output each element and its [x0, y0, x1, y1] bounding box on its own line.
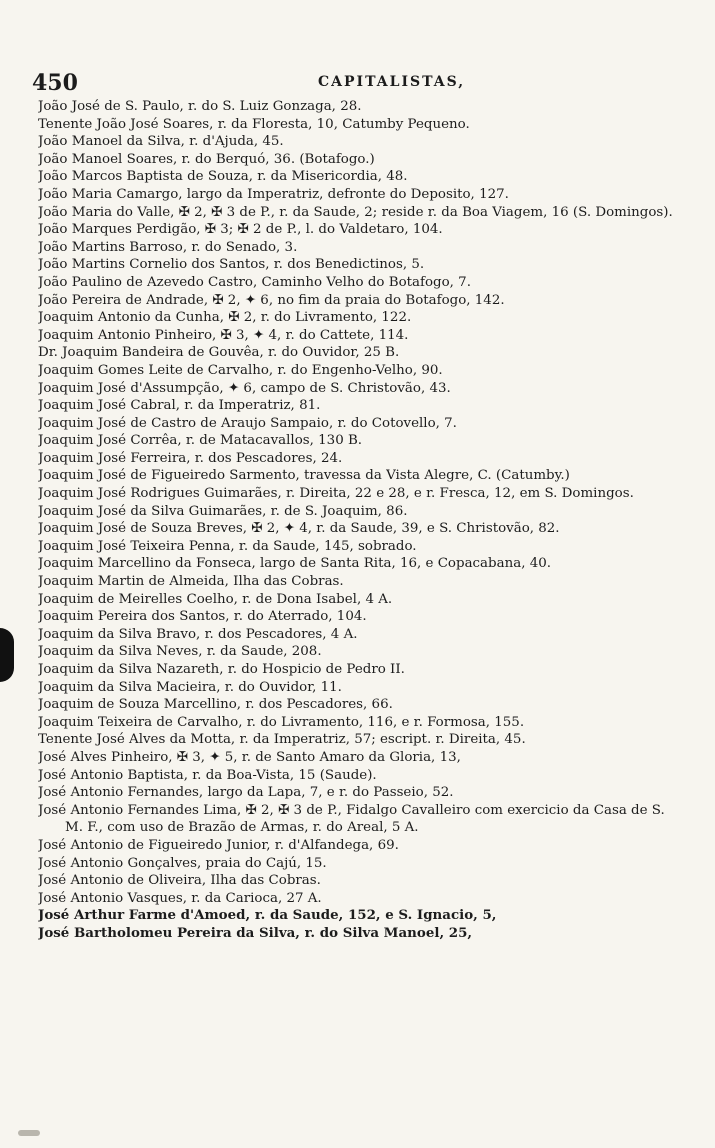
- entry: João Marques Perdigão, ✠ 3; ✠ 2 de P., l. do Valdetaro, 104.: [38, 222, 443, 238]
- entry: José Antonio de Oliveira, Ilha das Cobras.: [38, 873, 321, 889]
- entry: Joaquim Teixeira de Carvalho, r. do Livramento, 116, e r. Formosa, 155.: [38, 714, 525, 730]
- entry: Dr. Joaquim Bandeira de Gouvêa, r. do Ouvidor, 25 B.: [38, 345, 400, 361]
- entry: João Martins Barroso, r. do Senado, 3.: [38, 239, 298, 255]
- entry: João Pereira de Andrade, ✠ 2, ✦ 6, no fim da praia do Botafogo, 142.: [38, 292, 505, 308]
- entry: Joaquim Martin de Almeida, Ilha das Cobras.: [38, 574, 344, 590]
- entry: João Marcos Baptista de Souza, r. da Misericordia, 48.: [38, 169, 408, 185]
- entry: Joaquim José de Souza Breves, ✠ 2, ✦ 4, r. da Saude, 39, e S. Christovão, 82.: [38, 521, 560, 537]
- entry: José Antonio Baptista, r. da Boa-Vista, 15 (Saude).: [38, 767, 377, 783]
- entry: Joaquim Antonio Pinheiro, ✠ 3, ✦ 4, r. do Cattete, 114.: [38, 327, 409, 343]
- entry: Joaquim José Ferreira, r. dos Pescadores, 24.: [38, 450, 343, 466]
- page-header: [32, 70, 672, 96]
- entry: Joaquim da Silva Nazareth, r. do Hospicio de Pedro II.: [38, 662, 405, 677]
- entry: Joaquim José Teixeira Penna, r. da Saude, 145, sobrado.: [38, 538, 417, 554]
- entry: Joaquim da Silva Bravo, r. dos Pescadores, 4 A.: [38, 626, 358, 642]
- paper-stain: [18, 1130, 40, 1136]
- entry: José Arthur Farme d'Amoed, r. da Saude, 152, e S. Ignacio, 5,: [38, 907, 497, 924]
- entry: José Antonio Gonçalves, praia do Cajú, 15.: [38, 855, 327, 871]
- entry: João Manoel Soares, r. do Berquó, 36. (Botafogo.): [38, 151, 375, 167]
- entry: José Antonio Fernandes, largo da Lapa, 7, e r. do Passeio, 52.: [38, 785, 454, 801]
- entry: José Antonio de Figueiredo Junior, r. d'Alfandega, 69.: [38, 837, 399, 853]
- entry: Joaquim José da Silva Guimarães, r. de S. Joaquim, 86.: [38, 503, 408, 519]
- entry: José Bartholomeu Pereira da Silva, r. do Silva Manoel, 25,: [38, 924, 473, 941]
- entry: Joaquim da Silva Macieira, r. do Ouvidor, 11.: [38, 679, 342, 695]
- entry: Joaquim de Souza Marcellino, r. dos Pescadores, 66.: [38, 697, 393, 713]
- entry: Tenente João José Soares, r. da Floresta, 10, Catumby Pequeno.: [38, 116, 470, 132]
- entry: Joaquim Marcellino da Fonseca, largo de Santa Rita, 16, e Copacabana, 40.: [38, 556, 552, 572]
- entry: João Manoel da Silva, r. d'Ajuda, 45.: [38, 134, 284, 150]
- entry: Joaquim José de Figueiredo Sarmento, travessa da Vista Alegre, C. (Catumby.): [38, 468, 570, 484]
- entry: João Martins Cornelio dos Santos, r. dos Benedictinos, 5.: [38, 257, 425, 273]
- page-number: 450: [32, 70, 78, 96]
- binding-shadow-mark: [0, 628, 14, 682]
- entry: Joaquim Pereira dos Santos, r. do Aterrado, 104.: [38, 609, 367, 625]
- entry: Joaquim José Cabral, r. da Imperatriz, 81.: [38, 398, 321, 414]
- entry: José Alves Pinheiro, ✠ 3, ✦ 5, r. de Santo Amaro da Gloria, 13,: [38, 749, 461, 765]
- entry: Joaquim Antonio da Cunha, ✠ 2, r. do Livramento, 122.: [38, 310, 412, 326]
- entry: Joaquim Gomes Leite de Carvalho, r. do Engenho-Velho, 90.: [38, 362, 443, 378]
- entry: Joaquim José d'Assumpção, ✦ 6, campo de S. Christovão, 43.: [38, 380, 451, 396]
- entry: Joaquim da Silva Neves, r. da Saude, 208.: [38, 644, 322, 660]
- entry: Joaquim José de Castro de Araujo Sampaio, r. do Cotovello, 7.: [38, 415, 457, 431]
- entry: José Antonio Vasques, r. da Carioca, 27 A.: [38, 890, 322, 906]
- entry: João José de S. Paulo, r. do S. Luiz Gonzaga, 28.: [38, 99, 362, 114]
- entry: José Antonio Fernandes Lima, ✠ 2, ✠ 3 de P., Fidalgo Cavalleiro com exercicio da Casa de S. M. F., com uso de Brazão de Armas, r. do Areal, 5 A.: [38, 802, 665, 836]
- entry: Joaquim José Corrêa, r. de Matacavallos, 130 B.: [38, 433, 363, 449]
- entry: Joaquim de Meirelles Coelho, r. de Dona Isabel, 4 A.: [38, 591, 393, 607]
- entry: Tenente José Alves da Motta, r. da Imperatriz, 57; escript. r. Direita, 45.: [38, 732, 526, 748]
- entry: João Paulino de Azevedo Castro, Caminho Velho do Botafogo, 7.: [38, 274, 471, 290]
- entry: João Maria Camargo, largo da Imperatriz, defronte do Deposito, 127.: [38, 186, 509, 202]
- directory-entries: [38, 98, 678, 943]
- entry: Joaquim José Rodrigues Guimarães, r. Direita, 22 e 28, e r. Fresca, 12, em S. Domingos.: [38, 486, 634, 502]
- running-title: CAPITALISTAS,: [318, 74, 466, 90]
- entry: João Maria do Valle, ✠ 2, ✠ 3 de P., r. da Saude, 2; reside r. da Boa Viagem, 16 (S. Domingos).: [38, 204, 673, 220]
